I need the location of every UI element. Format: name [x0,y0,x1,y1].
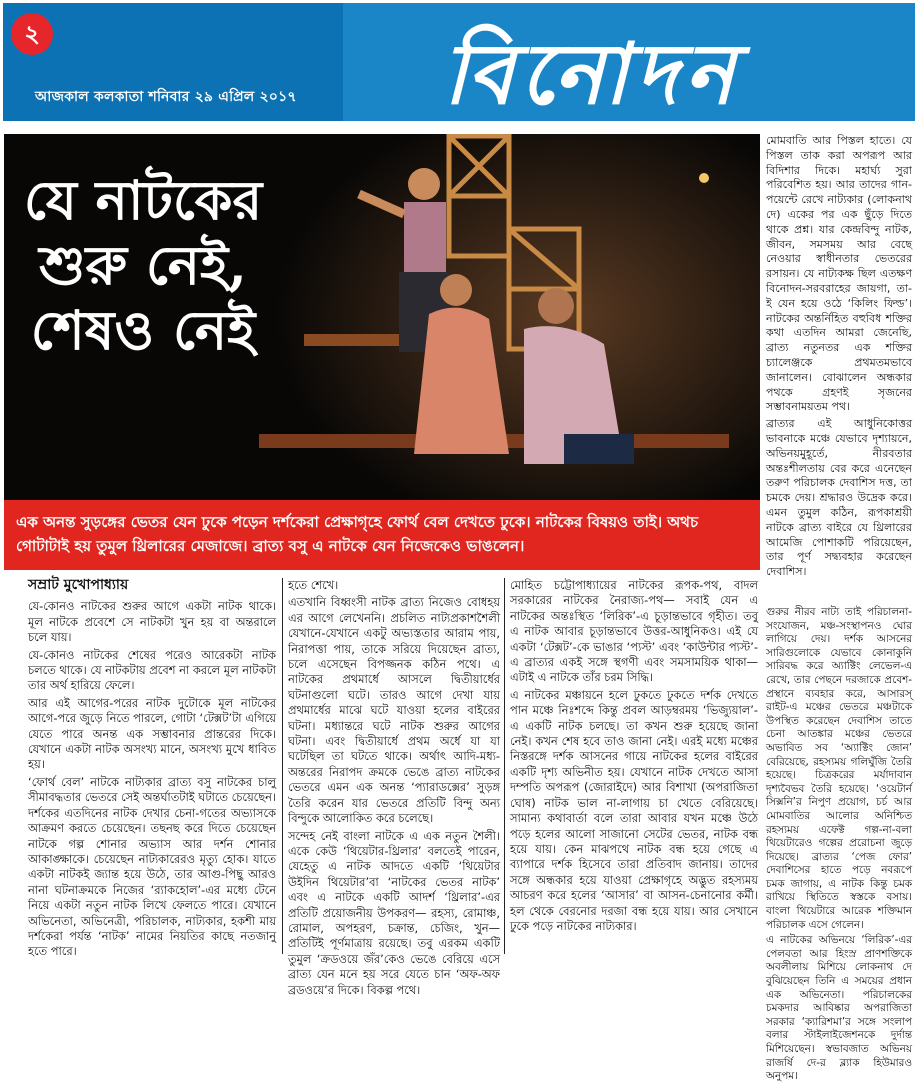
paragraph: গুরুর নীরব নাট্য তাই পরিচালনা-সংযোজন, মঞ্চ-সংস্থাপনও ঘোর লাগিয়ে দেয়। দর্শক আসনের সারিগুলোকে যেভাবে কোনাকুনি সারিবদ্ধ করে অ্যাক্টিং লেভেল-এ রেখে, তার পেছনে দরজাকে প্রবেশ-প্রস্থানে ব্যবহার করে, আসারস্ রাইট-এ মঞ্চের ভেতরে মঞ্চটাকে উপস্থিত করেছেন দেবাশিস তাতে চেনা আতঙ্কার মঞ্চের ভেতরে অভাবিত সব ‘অ্যাক্টিং জোন’ বেরিয়েছে, রহস্যময় গলিঘুঁজি তৈরি হয়েছে। চিত্রকরের মর্যাদাবান দৃশ্যবৈভব তৈরি হয়েছে। ‘ওয়েটার্ন সিক্সনি’র নিপুণ প্রয়োগ, চর্চ আর মোমবাতির আলোর অনিশ্চিত রহস্যময় এফেক্ট গল্প-না-বলা থিয়েটারেও গল্পের প্ররোচনা জুড়ে দিয়েছে। ব্রাত্যর ‘পেজ ফোর’ দেবাশিসের হাতে পড়ে নবরূপে চমক জাগায়, এ নাটক কিন্তু চমক রাখিয়ে স্থিতিতে স্বস্তকে বসায়। বাংলা থিয়েটারে আরেক শক্তিমান পরিচালক এসে গেলেন। [766,606,912,931]
article-column-4-bottom [766,606,912,1086]
section-logo: বিনোদন [443,24,741,121]
paragraph: যে-কোনও নাটকের শেষের পরেও আরেকটা নাটক চলতে থাকে। যে নাটকটায় প্রবেশ না করলে মূল নাটকটা তার অর্থ হারিয়ে ফেলে। [28,647,276,693]
paragraph: যে-কোনও নাটকের শুরুর আগে একটা নাটক থাকে। মূল নাটকে প্রবেশে সে নাটকটা খুন হয় বা অন্তরালে চলে যায়। [28,599,276,645]
masthead [3,3,915,121]
photo-caption: এক অনন্ত সুড়ঙ্গের ভেতর যেন ঢুকে পড়েন দর্শকেরা প্রেক্ষাগৃহে ফোর্থ বেল দেখতে ঢুকে। নাটকের বিষয়ও তাই। অথচ গোটাটাই হয় তুমুল থ্রিলারের মেজাজে। ব্রাত্য বসু এ নাটকে যেন নিজেকেও ভাঙলেন। [4,500,760,570]
article-column-2 [288,578,500,1000]
article-column-3 [510,578,758,936]
paragraph: ব্রাত্যর এই আধুনিকোত্তর ভাবনাকে মঞ্চে যেভাবে দৃশ্যায়নে, অভিনয়মুহূর্তে, নীরবতার অন্তঃশীলতায় বের করে এনেছেন তরুণ পরিচালক দেবাশিস দত্ত, তা চমকে দেয়। শ্রদ্ধারও উদ্রেক করে। এমন তুমুল কঠিন, রূপকাশ্রয়ী নাটকে ব্রাত্য বাইরে যে থ্রিলারের আমেজি পোশাকটি পরিয়েছেন, তার পূর্ণ সদ্ব্যবহার করেছেন দেবাশিস। [766,417,912,579]
page-number-badge: ২ [11,13,53,55]
paragraph: সন্দেহ নেই বাংলা নাটকে এ এক নতুন শৈলী। একে কেউ ‘থিয়েটার-থ্রিলার’ বলতেই পারেন, যেহেতু এ নাটক আদতে একটি ‘থিয়েটার উইদিন থিয়েটার’বা ‘নাটকের ভেতর নাটক’ এবং এ নাটকে একটি আদর্শ ‘থ্রিলার’-এর প্রতিটি প্রয়োজনীয় উপকরণ— রহস্য, রোমাঞ্চ, রোমাল, অপহরণ, চক্রান্ত, চেজিং, খুন— প্রতিটিই পূর্ণমাত্রায় রয়েছে। তবু এরকম একটি তুমুল ‘ক্রডওয়ে জঁর’কেও ভেঙে বেরিয়ে এসে ব্রাত্য যেন মনে হয় সরে যেতে চান ‘অফ-অফ ব্রডওয়ে’র দিকে। বিকল্প পথে। [288,828,500,997]
paragraph: এতখানি বিধ্বংসী নাটক ব্রাত্য নিজেও বোধহয় এর আগে লেখেননি। প্রচলিত নাট্যপ্রকাশশৈলী যেখানে-যেখানে একটু অভ্যস্ততার আরাম পায়, নিরাপত্তা পায়, তাকে সরিয়ে দিয়েছেন ব্রাত্য, চলে এসেছেন বিপজ্জনক কঠিন পথে। এ নাটকের প্রথমার্ধে আসলে দ্বিতীয়ার্ধের ঘটনাগুলো ঘটে। তারও আগে দেখা যায় প্রথমার্ধের মাঝে ঘটে যাওয়া হলের বাইরের ঘটনা। মধ্যান্তরে ঘটে নাটক শুরুর আগের ঘটনা। এবং দ্বিতীয়ার্ধে প্রথম অর্ধে যা যা ঘটেছিল তা ঘটতে থাকে। অর্থাৎ আদি-মধ্য-অন্তরের নিরাপদ ক্রমকে ভেঙে ব্রাত্য নাটকের ভেতরে এমন এক অনন্ত ‘প্যারাডক্সের’ সুড়ঙ্গ তৈরি করেন যার ভেতরে প্রতিটি বিন্দু অন্য বিন্দুকে আলোকিত করে চলেছে। [288,595,500,826]
byline: সম্রাট মুখোপাধ্যায় [28,577,129,593]
paragraph: ‘ফোর্থ বেল’ নাটকে নাট্যকার ব্রাত্য বসু নাটকের চালু সীমাবদ্ধতার ভেতরে সেই অন্তর্ঘাতটাই ঘটাতে চেয়েছেন। দর্শকের এতদিনের নাটক দেখার চেনা-গতের অভ্যাসকে আক্রমণ করতে চেয়েছেন। তছনছ করে দিতে চেয়েছেন নাটকে গল্প শোনার অভ্যাস আর দর্শন শোনার আকাঙ্ক্ষাকে। চেয়েছেন নাট্যকারেরও মৃত্যু হোক। যাতে একটা নাটকই জ্যান্ত হয়ে উঠে, তার আগু-পিছু আরও নানা ঘটনাক্রমকে নিজের ‘র‍্যাকহোল’-এর মধ্যে টেনে নিয়ে একটা নতুন নাটক লিখে ফেলতে পারে। যেখানে অভিনেতা, অভিনেত্রী, পরিচালক, নাট্যকার, হকশী মায় দর্শকেরা পর্যন্ত ‘নাটক’ নামের নিয়তির কাছে নতজানু হতে পারে। [28,774,277,959]
paragraph: এ নাটকের মঞ্চায়নে হলে ঢুকতে ঢুকতে দর্শক দেখতে পান মঞ্চে নিঃশব্দে কিন্তু প্রবল আড়ম্বরময় ‘ভিজ্যুয়াল’-এ একটি নাটক চলছে। তা কখন শুরু হয়েছে জানা নেই। কখন শেষ হবে তাও জানা নেই। এরই মধ্যে মঞ্চের নিস্তরঙ্গে দর্শক আসনের গায়ে নাটকের হলের বাইরের একটি দৃশ্য অভিনীত হয়। যেখানে নাটক দেখতে আসা দম্পতি অপরূপ (জোরাইদে) আর বিশাখা (অপরাজিতা ঘোষ) নাটক ভাল না-লাগায় চা খেতে বেরিয়েছে। সামান্য কথাবার্তা বলে তারা আবার যখন মঞ্চে উঠে পড়ে হলের আলো সাজানো সেটের ভেতর, নাটক বন্ধ হয়ে যায়। কেন মাঝপথে নাটক বন্ধ হয়ে গেছে এ ব্যাপারে দর্শক হিসেবে তারা প্রতিবাদ জানায়। তাদের সঙ্গে অন্ধকার হয়ে যাওয়া প্রেক্ষাগৃহে অদ্ভুত রহস্যময় আচরণ করে হলের ‘আসার’ বা আসন-চেনানোর কর্মী। হল থেকে বেরনোর দরজা বন্ধ হয়ে যায়। আর সেখানে ঢুকে পড়ে নাটকের নাট্যকার। [510,687,758,933]
lead-photo [4,134,760,500]
headline [18,168,268,362]
headline-line-1: যে নাটকের [23,168,263,232]
issue-dateline: আজকাল কলকাতা শনিবার ২৯ এপ্রিল ২০১৭ [35,89,297,105]
column-divider [504,578,505,954]
column-divider [282,578,283,954]
paragraph: হতে শেখে। [288,578,339,592]
paragraph: এ নাটকের অভিনয়ে ‘লিরিক’-এর পেলবতা আর হিংস্র প্রাণশক্তিকে অবলীলায় মিশিয়ে লোকনাথ দে বুঝিয়েছেন তিনি এ সময়ের প্রধান এক অভিনেতা। পরিচালকের চমকদার আবিষ্কার অপরাজিতা সরকার ‘ক্যারিশমা’র সঙ্গে সংলাপ বলার স্টাইলাইজেশনকে দুর্দান্ত মিশিয়েছেন। স্বভাবজাত অভিনয় রাজর্ষি দে-র ব্ল্যাক হিউমারও অনুপম। [766,934,912,1083]
paragraph: মোহিত চট্টোপাধ্যায়ের নাটকের রূপক-পথ, বাদল সরকারের নাটকের নৈরাজ্য-পথ— সবাই যেন এ নাটকের অন্তঃস্থিত ‘লিরিক’-এ চূড়ান্তভাবে গৃহীত। তবু এ নাটক আবার চূড়ান্তভাবে উত্তর-আধুনিকও। এই যে একটা ‘টেক্সট’-কে ভাঙার ‘প্যস্ট’ এবং ‘কাউন্টার প্যস্ট’-এ ব্রাত্যর একই সঙ্গে স্থগণী এবং সমসাময়িক থাকা— এটাই এ নাটকে তাঁর চরম সিদ্ধি। [510,578,758,685]
article-column-1 [28,578,276,962]
paragraph: মোমবাতি আর পিস্তল হাতে। যে পিস্তল তাক করা অপরূপ আর বিদিশার দিকে। মহার্ঘ্য সুরা পরিবেশিত হয়। আর তাদের গান-পয়েন্টে রেখে নাট্যকার (লোকনাথ দে) একের পর এক ছুঁড়ে দিতে থাকে প্রশ্ন। যার কেন্দ্রবিন্দু নাটক, জীবন, সমসময় আর বেছে নেওয়ার স্বাধীনতার ভেতরের রসায়ন। যে নাট্যকক্ষ ছিল এতক্ষণ বিনোদন-সরবরাহের জায়গা, তা-ই যেন হয়ে ওঠে ‘কিলিং ফিল্ড’। নাটকের অন্তর্নিহিত বহুবিধ শক্তির কথা এতদিন আমরা জেনেছি, ব্রাত্য নতুনতর এক শক্তির চ্যালেঞ্জকে প্রথমতমভাবে জানালেন। বোঝালেন অন্ধকার পথকে গ্রহণই সৃজনের সম্ভাবনাময়তম পথ। [766,134,912,414]
headline-line-3: শেষও নেই [30,297,256,362]
headline-line-2: শুরু নেই, [39,232,247,297]
paragraph: আর এই আগের-পরের নাটক দুটোকে মূল নাটকের আগে-পরে জুড়ে নিতে পারলে, গোটা ‘টেক্সট’টা এগিয়ে যেতে পারে অনন্ত এক সম্ভাবনার প্রান্তরের দিকে। যেখানে একটা নাটক অসংখ্য মানে, অসংখ্য মুখে ধাবিত হয়। [28,695,276,772]
article-column-4-top [766,134,912,582]
